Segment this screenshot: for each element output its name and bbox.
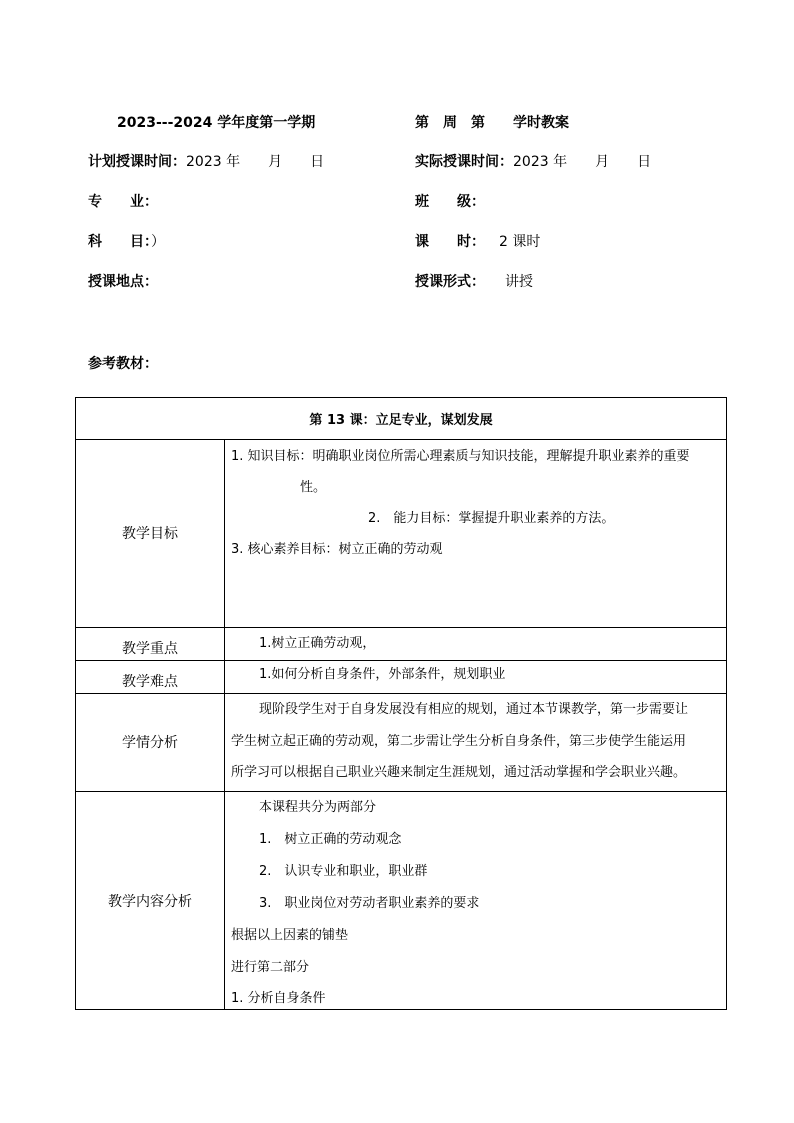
content-item: 2. 认识专业和职业，职业群 <box>259 864 428 879</box>
objective-knowledge: 1. 知识目标：明确职业岗位所需心理素质与知识技能，理解提升职业素养的重要 <box>231 449 690 464</box>
key-point-text: 1.树立正确劳动观， <box>259 636 376 651</box>
content-item: 1. 树立正确的劳动观念 <box>259 832 402 847</box>
class-label: 班 级： <box>415 194 485 210</box>
content-item: 3. 职业岗位对劳动者职业素养的要求 <box>259 896 480 911</box>
analysis-line: 现阶段学生对于自身发展没有相应的规划，通过本节课教学，第一步需要让 <box>259 702 689 717</box>
objective-core: 3. 核心素养目标：树立正确的劳动观 <box>231 542 443 557</box>
subject-row <box>88 232 165 252</box>
hours-row <box>415 232 540 252</box>
planned-time-row <box>88 152 324 172</box>
hours-label: 课 时： <box>415 234 485 250</box>
analysis-line: 所学习可以根据自己职业兴趣来制定生涯规划，通过活动掌握和学会职业兴趣。 <box>231 765 687 780</box>
actual-time-value: 2023 年 月 日 <box>513 154 652 170</box>
analysis-label: 学情分析 <box>122 735 178 751</box>
content-intro: 本课程共分为两部分 <box>259 800 377 815</box>
difficulty-text: 1.如何分析自身条件，外部条件，规划职业 <box>259 667 506 682</box>
content-line: 根据以上因素的铺垫 <box>231 928 349 943</box>
objective-knowledge-cont: 性。 <box>300 480 327 495</box>
objectives-label: 教学目标 <box>122 526 178 542</box>
planned-time-label: 计划授课时间： <box>88 154 186 170</box>
lesson-table <box>75 397 727 1010</box>
content-label: 教学内容分析 <box>108 894 192 910</box>
actual-time-row <box>415 152 651 172</box>
difficulty-label: 教学难点 <box>122 673 178 690</box>
hours-value: 2 课时 <box>499 234 541 250</box>
column-divider <box>224 439 225 1009</box>
major-label: 专 业： <box>88 194 158 210</box>
subject-value: ） <box>151 234 165 250</box>
form-label: 授课形式： <box>415 274 485 290</box>
form-value: 讲授 <box>505 274 533 290</box>
planned-time-value: 2023 年 月 日 <box>186 154 325 170</box>
subject-label: 科 目： <box>88 234 151 250</box>
content-line: 进行第二部分 <box>231 960 310 975</box>
lesson-title: 第 13 课：立足专业，谋划发展 <box>309 413 493 428</box>
semester-title: 2023---2024 学年度第一学期 <box>117 115 316 131</box>
actual-time-label: 实际授课时间： <box>415 154 513 170</box>
form-row <box>415 272 533 292</box>
analysis-line: 学生树立起正确的劳动观，第二步需让学生分析自身条件，第三步使学生能运用 <box>231 734 687 749</box>
week-lesson-title: 第 周 第 学时教案 <box>415 115 569 131</box>
location-label: 授课地点： <box>88 274 158 290</box>
content-line: 1. 分析自身条件 <box>231 991 326 1006</box>
objective-ability: 2. 能力目标：掌握提升职业素养的方法。 <box>368 511 615 526</box>
reference-label: 参考教材： <box>88 356 158 372</box>
key-point-label: 教学重点 <box>122 640 178 657</box>
